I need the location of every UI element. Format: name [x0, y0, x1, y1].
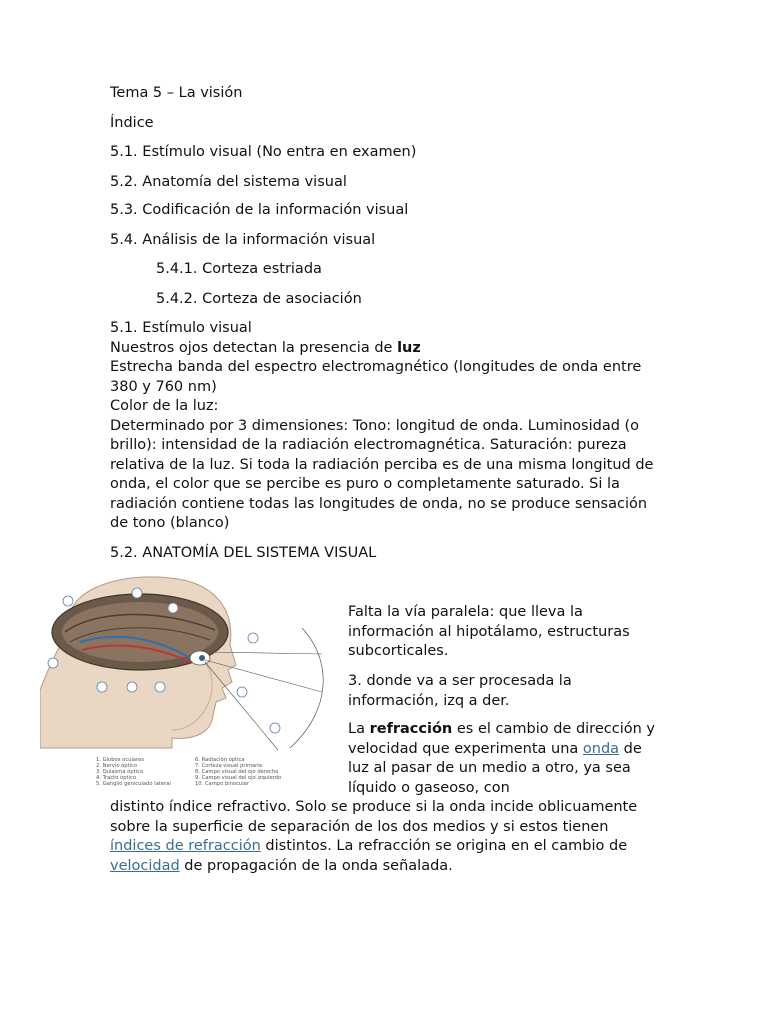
svg-text:9. Campo visual del ojo izquie: 9. Campo visual del ojo izquierdo: [195, 775, 282, 781]
spectrum-paragraph: Estrecha banda del espectro electromagnético (longitudes de onda entre 380 y 760 nm): [110, 359, 642, 395]
bold-term-luz: luz: [397, 339, 421, 356]
section-1-heading: 5.1. Estímulo visual: [110, 320, 252, 336]
toc-item: 5.1. Estímulo visual (No entra en examen): [110, 144, 417, 160]
svg-text:8. Campo visual del ojo derech: 8. Campo visual del ojo derecho: [195, 769, 279, 775]
visual-pathway-illustration: [40, 570, 330, 795]
svg-text:7. Corteza visual primaria: 7. Corteza visual primaria: [195, 763, 262, 769]
link-onda[interactable]: onda: [582, 740, 620, 757]
toc-subitem: 5.4.2. Corteza de asociación: [156, 291, 362, 307]
note-parallel-pathway: Falta la vía paralela: que lleva la información al hipotálamo, estructuras subcorticales.: [348, 604, 630, 659]
note-processing: 3. donde va a ser procesada la información, izq a der.: [348, 673, 572, 709]
svg-text:1. Globos oculares: 1. Globos oculares: [96, 757, 144, 763]
bold-term-refraccion: refracción: [369, 721, 453, 737]
dimensions-paragraph: Determinado por 3 dimensiones: Tono: longitud de onda. Luminosidad (o brillo): intensidad de la radiación electromagnética. Saturación: pureza relativa de la luz. Si toda la radiación perciba es de una misma longitud de onda, el color que se percibe es puro o completamente saturado. Si la radiación contiene todas las longitudes de onda, no se produce sensación de tono (blanco): [110, 417, 654, 531]
svg-text:6. Radiación óptica: 6. Radiación óptica: [195, 757, 245, 763]
refraction-paragraph-top: La refracción es el cambio de dirección y velocidad que experimenta una onda de luz al pasar de un medio a otro, ya sea líquido o gaseoso, con: [348, 721, 655, 796]
svg-text:3. Quiasma óptico: 3. Quiasma óptico: [96, 769, 144, 775]
toc-item: 5.2. Anatomía del sistema visual: [110, 174, 347, 190]
svg-text:4. Tracto óptico: 4. Tracto óptico: [96, 775, 136, 781]
toc-subitem: 5.4.1. Corteza estriada: [156, 261, 322, 277]
toc-item: 5.3. Codificación de la información visual: [110, 202, 409, 218]
refraction-paragraph-bottom: distinto índice refractivo. Solo se produce si la onda incide oblicuamente sobre la superficie de separación de los dos medios y si estos tienen índices de refracción distintos. La refracción se origina en el cambio de velocidad de propagación de la onda señalada.: [110, 799, 638, 874]
toc-item: 5.4. Análisis de la información visual: [110, 232, 376, 248]
color-heading: Color de la luz:: [110, 398, 219, 414]
link-indices-de-refraccion[interactable]: índices de refracción: [110, 838, 261, 854]
section-1: [110, 319, 658, 534]
svg-text:10. Campo binocular: 10. Campo binocular: [195, 781, 249, 787]
light-detection-line: Nuestros ojos detectan la presencia de luz: [110, 339, 421, 356]
svg-text:5. Ganglio geniculado lateral: 5. Ganglio geniculado lateral: [96, 781, 171, 787]
svg-text:2. Nervio óptico: 2. Nervio óptico: [96, 763, 138, 769]
doc-title: Tema 5 – La visión: [110, 85, 243, 101]
index-heading: Índice: [110, 115, 154, 131]
link-velocidad[interactable]: velocidad: [110, 857, 180, 874]
section-2-heading: 5.2. ANATOMÍA DEL SISTEMA VISUAL: [110, 545, 377, 561]
